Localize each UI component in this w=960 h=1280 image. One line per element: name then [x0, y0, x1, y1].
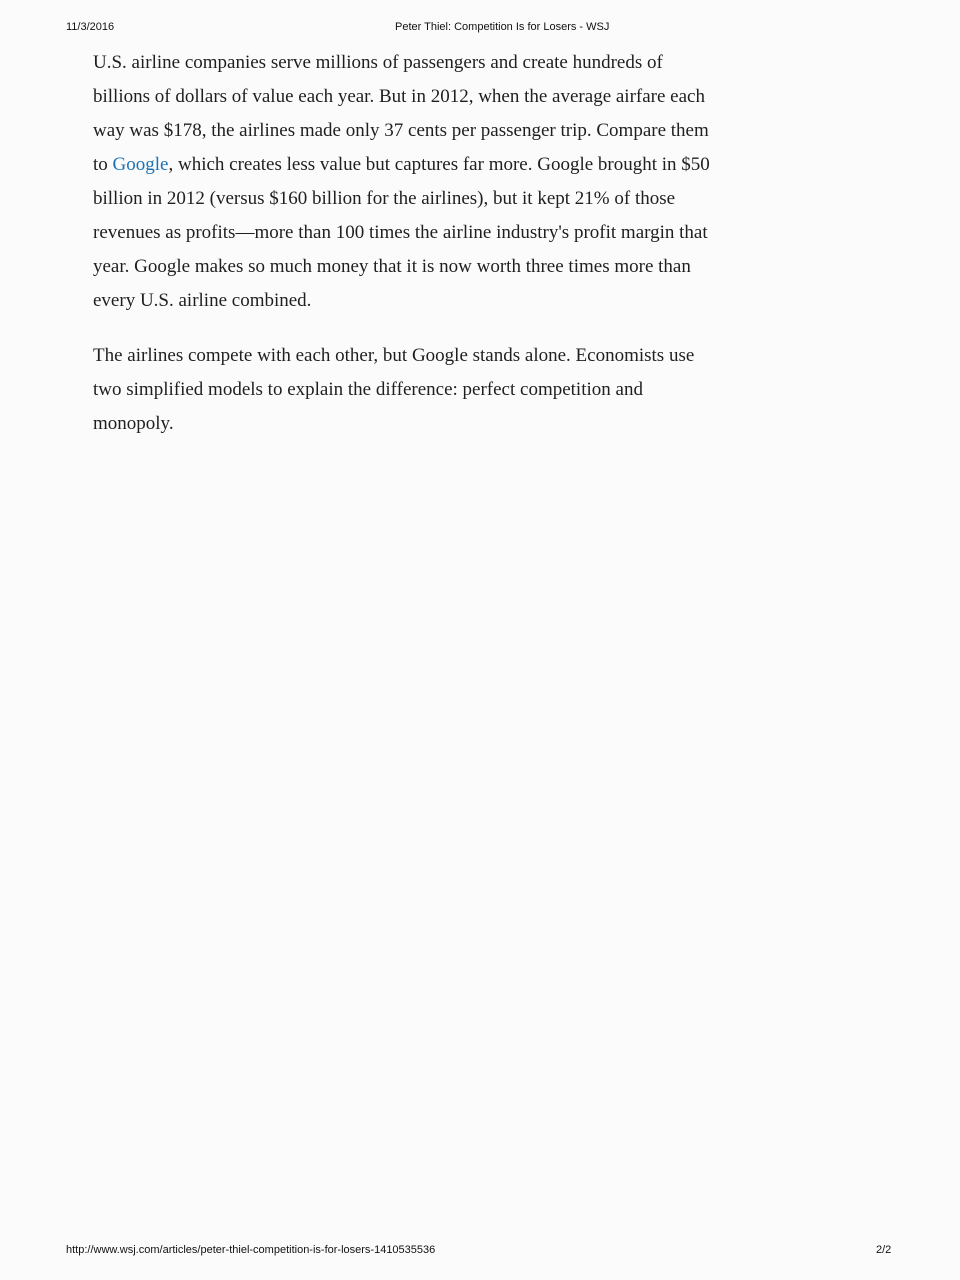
print-header — [0, 21, 960, 37]
google-link[interactable]: Google — [112, 154, 169, 175]
print-page-title: Peter Thiel: Competition Is for Losers - WSJ — [395, 21, 610, 33]
article-body — [93, 46, 713, 462]
paragraph-text-after-link: , which creates less value but captures far more. Google brought in $50 billion in 2012 (versus $160 billion for the airlines), but it kept 21% of those revenues as profits—more than 100 times the airline industry's profit margin that year. Google makes so much money that it is now worth three times more than every U.S. airline combined. — [93, 154, 710, 311]
article-paragraph: The airlines compete with each other, but Google stands alone. Economists use two simplified models to explain the difference: perfect competition and monopoly. — [93, 345, 695, 434]
page-number: 2/2 — [876, 1244, 892, 1256]
article-paragraph — [93, 46, 713, 318]
paragraph-text-before-link: U.S. airline companies serve millions of passengers and create hundreds of billions of dollars of value each year. But in 2012, when the average airfare each way was $178, the airlines made only 37 cents per passenger trip. Compare them to — [93, 52, 709, 175]
source-url: http://www.wsj.com/articles/peter-thiel-competition-is-for-losers-1410535536 — [66, 1244, 436, 1256]
print-footer — [0, 1244, 960, 1260]
print-date: 11/3/2016 — [66, 21, 115, 33]
